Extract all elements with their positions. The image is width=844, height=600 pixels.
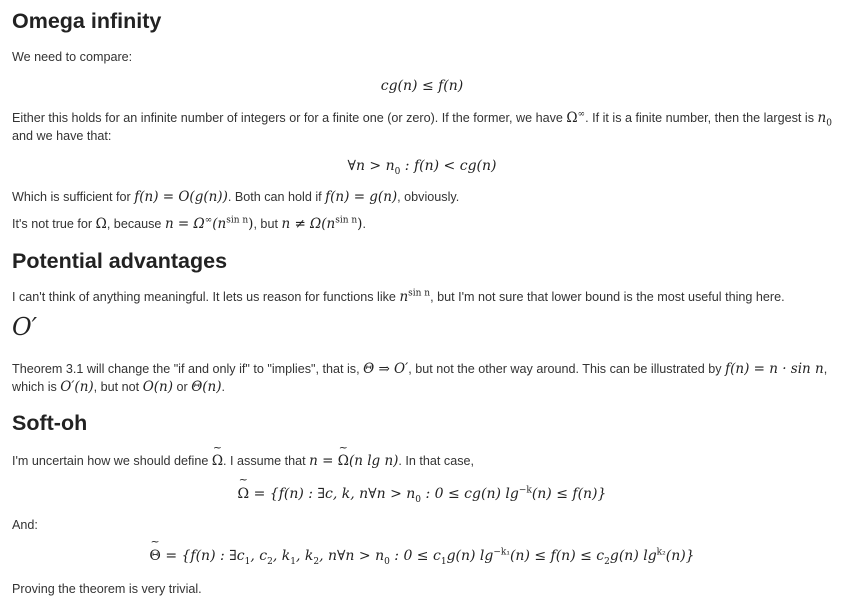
theorem-paragraph: Theorem 3.1 will change the "if and only if" to "implies", that is, Θ ⇒ O′, but not the other way around. This can be illustrated by f(n) = n · sin n, which is O′(n), but not O(n) or Θ(n). [12,361,828,395]
sufficient-paragraph: Which is sufficient for f(n) = O(g(n)). Both can hold if f(n) = g(n), obviously. [12,189,460,205]
display-equation-4: ~ Θ = {f(n) : $\exists c_1$, $c_2$, $k_1$, $k_2$, n∀n > $n_0$ : $0 \le c_1g(n) \lg^{-k_1}(n) \le f(n) \le c_2g(n)$ $\lg^{k_2}(n)$} [0,546,844,566]
math-n-not-omega: $n \ne \Omega(n^{sin n})$ [281,215,363,232]
n0-symbol: $n_0$ [817,110,832,129]
math-theta-n: Θ(n) [191,379,222,395]
potential-paragraph: I can't think of anything meaningful. It lets us reason for functions like $n^{sin n}$, but I'm not sure that lower bound is the most useful thing here. [12,288,785,305]
heading-potential-advantages: Potential advantages [12,249,228,273]
heading-o-prime: O′ [12,313,38,341]
display-equation-3: ~ Ω = {f(n) : ∃c, k, n∀n > $n_0$ : 0 ≤ cg(n) $\lg^{-k}(n) \le f(n)$} [0,484,844,504]
math-n-omega-inf: $n = \Omega^\infty(n^{sin n})$ [164,215,254,232]
math-o-prime-n: O′(n) [60,379,94,395]
math-o-n: O(n) [142,379,173,395]
display-equation-2: ∀n > $n_0$ : f(n) < cg(n) [347,158,497,177]
either-text-c: and we have that: [12,129,112,143]
math-omega: Ω [95,216,107,232]
either-paragraph [12,109,840,145]
math-equal: f(n) = g(n) [325,189,398,205]
compare-paragraph: We need to compare: [12,50,133,64]
heading-omega-infinity: Omega infinity [12,9,162,33]
math-big-o: f(n) = O(g(n)) [134,189,228,205]
not-true-paragraph: It's not true for Ω, because $n = \Omega^\infty(n^{sin n})$, but $n \ne \Omega(n^{sin n})$. [12,215,366,232]
heading-soft-oh: Soft-oh [12,411,88,435]
and-paragraph: And: [12,518,38,532]
math-f-n-sin: f(n) = n · sin n [725,361,824,377]
uncertain-paragraph: I'm uncertain how we should define ~ Ω. I assume that n = ~ Ω(n lg n). In that case, [12,452,474,470]
proving-paragraph: Proving the theorem is very trivial. [12,582,202,596]
math-n-sin-n: $n^{sin n}$ [399,288,431,305]
display-equation-1 [0,76,844,96]
omega-infinity-symbol: Ω∞ [566,109,586,126]
math-theta-implies: Θ ⇒ O′ [363,361,409,377]
math-n-omega-tilde: n = ~ Ω(n lg n) [309,453,398,469]
either-text-a: Either this holds for an infinite number of integers or for a finite one (or zero). If the former, we have [12,111,567,125]
equation-1: cg(n) ≤ f(n) [380,78,464,94]
math-omega-tilde: ~ Ω [212,452,223,470]
either-text-b: . If it is a finite number, then the largest is [585,111,818,125]
